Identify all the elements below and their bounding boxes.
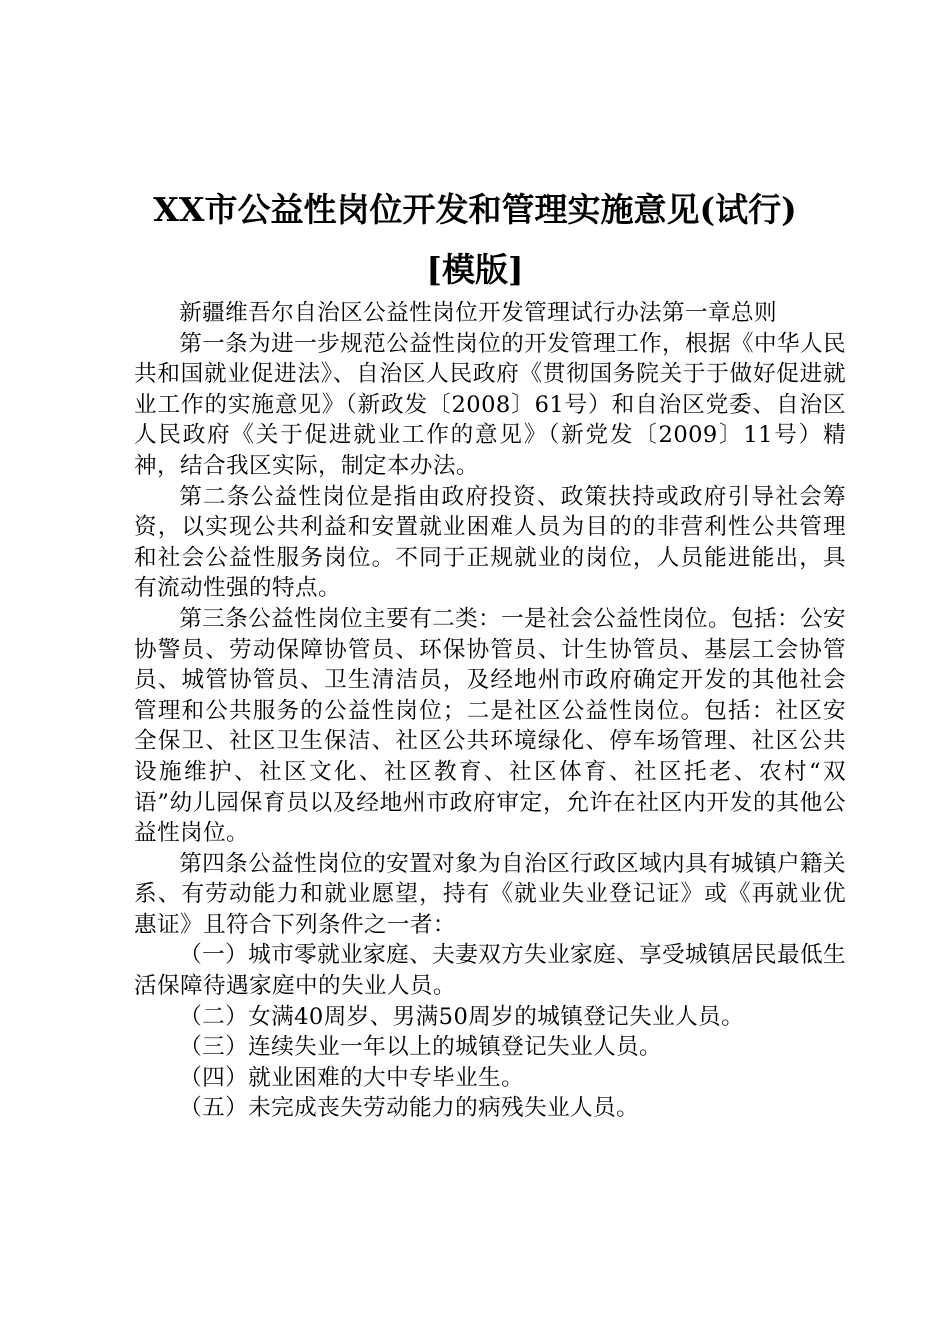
list-item-condition-2: （二）女满40周岁、男满50周岁的城镇登记失业人员。 xyxy=(179,1003,745,1030)
list-item-condition-4: （四）就业困难的大中专毕业生。 xyxy=(179,1064,525,1091)
document-title: XX市公益性岗位开发和管理实施意见(试行) xyxy=(153,190,797,229)
paragraph-article-1: 第一条为进一步规范公益性岗位的开发管理工作，根据《中华人民共和国就业促进法》、自治区人民政府《贯彻国务院关于于做好促进就业工作的实施意见》（新政发〔2008〕61号）和自治区党委、自治区人民政府《关于促进就业工作的意见》（新党发〔2009〕11号）精神，结合我区实际，制定本办法。 xyxy=(134,330,847,479)
document-body xyxy=(134,298,846,1124)
paragraph-article-3: 第三条公益性岗位主要有二类：一是社会公益性岗位。包括：公安协警员、劳动保障协管员、环保协管员、计生协管员、基层工会协管员、城管协管员、卫生清洁员，及经地州市政府确定开发的其他社会管理和公共服务的公益性岗位；二是社区公益性岗位。包括：社区安全保卫、社区卫生保洁、社区公共环境绿化、停车场管理、社区公共设施维护、社区文化、社区教育、社区体育、社区托老、农村“双语”幼儿园保育员以及经地州市政府审定，允许在社区内开发的其他公益性岗位。 xyxy=(134,605,847,847)
list-item-condition-5: （五）未完成丧失劳动能力的病残失业人员。 xyxy=(179,1095,640,1122)
paragraph-article-4: 第四条公益性岗位的安置对象为自治区行政区域内具有城镇户籍关系、有劳动能力和就业愿望，持有《就业失业登记证》或《再就业优惠证》且符合下列条件之一者： xyxy=(134,850,847,938)
paragraph-heading: 新疆维吾尔自治区公益性岗位开发管理试行办法第一章总则 xyxy=(179,300,778,326)
document-title-suffix: [模版] xyxy=(426,250,524,289)
list-item-condition-3: （三）连续失业一年以上的城镇登记失业人员。 xyxy=(179,1034,663,1061)
list-item-condition-1: （一）城市零就业家庭、夫妻双方失业家庭、享受城镇居民最低生活保障待遇家庭中的失业人员。 xyxy=(134,942,847,1000)
paragraph-article-2: 第二条公益性岗位是指由政府投资、政策扶持或政府引导社会筹资，以实现公共利益和安置就业困难人员为目的的非营利性公共管理和社会公益性服务岗位。不同于正规就业的岗位，人员能进能出，具有流动性强的特点。 xyxy=(134,483,846,602)
